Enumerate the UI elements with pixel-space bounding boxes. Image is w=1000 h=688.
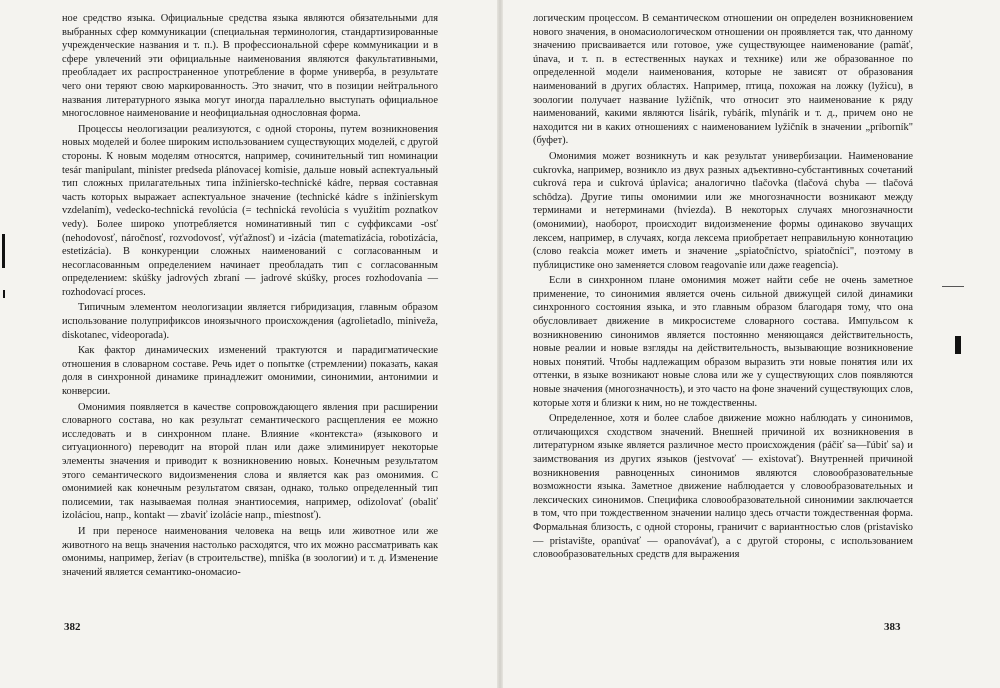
paragraph: Определенное, хотя и более слабое движение можно наблюдать у синонимов, отличающихся сходством значений. Внешней причиной их возникновения в литературном языке является различное место происхождения (páčiť sa—ľúbiť sa) и заимствования из других языков (jestvovať — existovať). Внутренней причиной возникновения равноценных синонимов являются словообразовательные возможности языка. Заметное движение наблюдается у словообразовательных и лексических синонимов. Специфика словообразовательной синонимии заключается в том, что при тождественном значении налицо здесь отчасти тождественная форма. Формальная близость, с одной стороны, граничит с вариантностью слов (pristavisko — pristavište, opanúvať — opanovávať), а с другой стороны, с использованием словообразовательных средств для выражения [533, 413, 913, 561]
paragraph: Типичным элементом неологизации является гибридизация, главным образом использование полупрификсов иноязычного происхождения (agrolietadlo, miniveža, diskotanec, videoporada). [62, 302, 438, 341]
paragraph: Омонимия может возникнуть и как результат универбизации. Наименование cukrovka, например, возникло из двух разных адъективно-субстантивных сочетаний cukrová repa и cukrová úplavica; аналогично tlačovka (tlačová chyba — tlačová schôdza). Другие типы омонимии или же многозначности возникают между терминами и нетерминами (hviezda). В некоторых случаях многозначности (омонимии), наоборот, происходит видоизменение формы одинаково звучащих лексем, например, в случаях, когда лексема приобретает неправильную коннотацию (слово reakcia может иметь и значение „spiatočníctvo, spiatočníci", поэтому в публицистике оно заменяется словом reagovanie или даже reagencia). [533, 150, 913, 271]
scan-artifact [942, 286, 964, 287]
paragraph: Процессы неологизации реализуются, с одной стороны, путем возникновения новых моделей и более широким использованием существующих моделей, с другой стороны. К новым моделям относятся, например, сочинительный тип номинации tesár manipulant, minister predseda plánovacej komisie, дальше новый аспектуальный тип сложных прилагательных типа inžiniersko-technické kádre, первая составная часть которых выражает аспектуальное значение (technické kádre s inžinierskym vzdelaním), vedecko-technická revolúcia (= technická revolúcia s využitím poznatkov vedy). Более широко употребляется номинативный тип с суффиксами -osť (nehodovosť, náročnosť, rozvodovosť, výťažnosť) и -izácia (matematizácia, robotizácia, estetizácia). В конкуренции сложных наименований с согласованным и несогласованным определением начинает преобладать тип с согласованным определением: skúšky jadrových zbraní — jadrové skúšky, proces rozhodovania — rozhodovací proces. [62, 123, 438, 298]
page-number: 382 [64, 621, 81, 633]
paragraph: Как фактор динамических изменений трактуются и парадигматические отношения в словарном составе. Речь идет о попытке (стремлении) показать, какая доля в синхронной динамике принадлежит омонимии, синонимии, антонимии и конверсии. [62, 345, 438, 398]
page-number: 383 [884, 621, 901, 633]
scan-artifact [2, 234, 5, 268]
paragraph: логическим процессом. В семантическом отношении он определен возникновением нового значения, в ономасиологическом отношении он проявляется так, что данному значению присваивается или готовое, уже существующее наименование (pamäť, únava, и т. п. в естественных науках и технике) или же образованное по определенной модели наименования, которые не зависят от образования наименований в других областях. Например, птица, похожая на ложку (lyžicu), в зоологии получает название lyžičník, что относит это наименование к ряду наименований, какими являются lisárik, rybárik, mlynárik и т. д., причем оно не находится ни в каких отношениях с наименованием lyžičník в значении „príborník" (буфет). [533, 13, 913, 147]
right-text-column [533, 12, 913, 564]
paragraph: ное средство языка. Официальные средства языка являются обязательными для выбранных сфер коммуникации (специальная терминология, стандартизированные учрежденческие названия и т. п.). В профессиональной сфере коммуникации и в сфере увлечений эти официальные наименования являются факультативными, преобладает их распространенное употребление в форме универба, в результате чего они теряют свою маркированность. Это значит, что в позиции нейтрального названия литературного языка могут иногда параллельно выступать официальное многословное наименование и неофициальная однословная форма. [62, 13, 438, 120]
scan-artifact [3, 290, 5, 298]
paragraph: Если в синхронном плане омонимия может найти себе не очень заметное применение, то синонимия является очень сильной движущей силой динамики синхронного состояния языка, и это главным образом благодаря тому, что она обусловливает движение в микросистеме словарного состава. Импульсом к возникновению синонимов является постоянно меняющаяся действительность, новые реалии и новые взгляды на действительность, вызывающие возникновение новых понятий. Чтобы надлежащим образом выразить эти новые понятия или их оттенки, в языке возникают новые слова или же у существующих слов появляются новые значения (многозначность), и это часто на фоне значений существующих слов, которые хотя и близки к ним, но не тождественны. [533, 275, 913, 409]
paragraph: Омонимия появляется в качестве сопровождающего явления при расширении словарного состава, но как результат семантического расщепления ее можно исследовать и в синхронном плане. Влияние «контекста» (языкового и ситуационного) переводит на второй план или даже элиминирует некоторые элементы значения и приводит к возникновению новых. Конечным результатом этого семантического видоизменения слова и является как раз омонимия. С омонимией как конечным результатом связан, однако, только определенный тип полисемии, так называемая полная энантиосемия, например, odizolovať (obaliť izoláciou, напр., kontakt — zbaviť izolácie напр., miestnosť). [62, 401, 438, 522]
left-text-column [62, 12, 438, 581]
scan-artifact [955, 336, 961, 354]
paragraph: И при переносе наименования человека на вещь или животное или же животного на вещь значения настолько расходятся, что их можно рассматривать как омонимы, например, žeriav (в строительстве), mniška (в зоологии) и т. д. Изменение значений является семантико-ономасио- [62, 525, 438, 578]
